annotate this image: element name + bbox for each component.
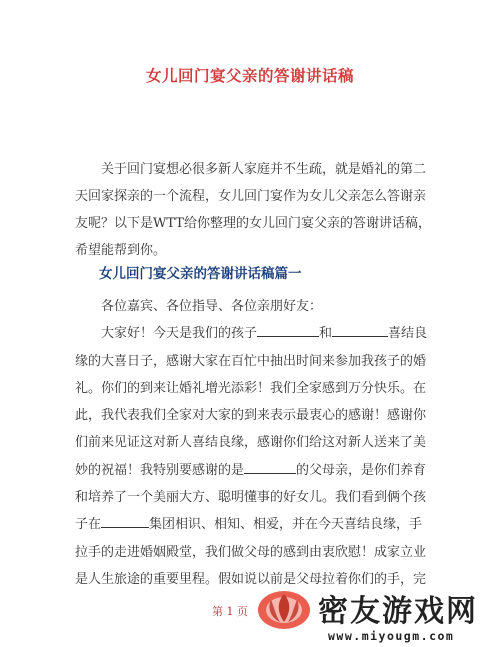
speech-body: [75, 293, 435, 593]
name-blank: [332, 322, 388, 337]
name-blank: [244, 459, 296, 474]
speech-text: 的父母亲，是你们养育和培养了一个美丽大方、聪明懂事的好女儿。我们看到俩个孩子在: [75, 462, 427, 533]
name-blank: [101, 513, 149, 528]
watermark-logo-icon: [253, 580, 315, 634]
intro-text: 关于回门宴想必很多新人家庭并不生疏，就是婚礼的第二天回家探亲的一个流程，女儿回门宴作为女儿父亲怎么答谢亲友呢？以下是WTT给你整理的女儿回门宴父亲的答谢讲话稿，希望能帮到你。: [75, 162, 431, 258]
watermark-brand: 密友游戏网: [318, 594, 478, 629]
intro-paragraph: [75, 156, 435, 264]
greeting-line: 各位嘉宾、各位指导、各位亲朋好友：: [101, 299, 323, 314]
speech-text: 喜结良缘的大喜日子，感谢大家在百忙中抽出时间来参加我孩子的婚礼。你们的到来让婚礼增光添彩！我们全家感到万分快乐。在此，我代表我们全家对大家的到来表示最衷心的感谢！感谢你们前来见证这对新人喜结良缘，感谢你们给这对新人送来了美妙的祝福！我特别要感谢的是: [75, 326, 428, 478]
page-number: 第 1 页: [212, 605, 248, 618]
speech-paragraph: [75, 320, 435, 593]
speech-text: 和: [319, 326, 333, 342]
speech-text: 大家好！今天是我们的孩子: [101, 326, 258, 342]
watermark-url: www.miyougm.com: [328, 629, 455, 643]
document-title: 女儿回门宴父亲的答谢讲话稿: [145, 67, 354, 85]
name-blank: [257, 322, 319, 337]
section-heading: 女儿回门宴父亲的答谢讲话稿篇一: [99, 266, 302, 282]
speech-text: 集团相识、相知、相爱，并在今天喜结良缘，手拉手的走进婚姻殿堂，我们做父母的感到由衷欣慰！成家立业是人生旅途的重要里程。假如说以前是父母拉着你们的手，完: [75, 517, 427, 587]
